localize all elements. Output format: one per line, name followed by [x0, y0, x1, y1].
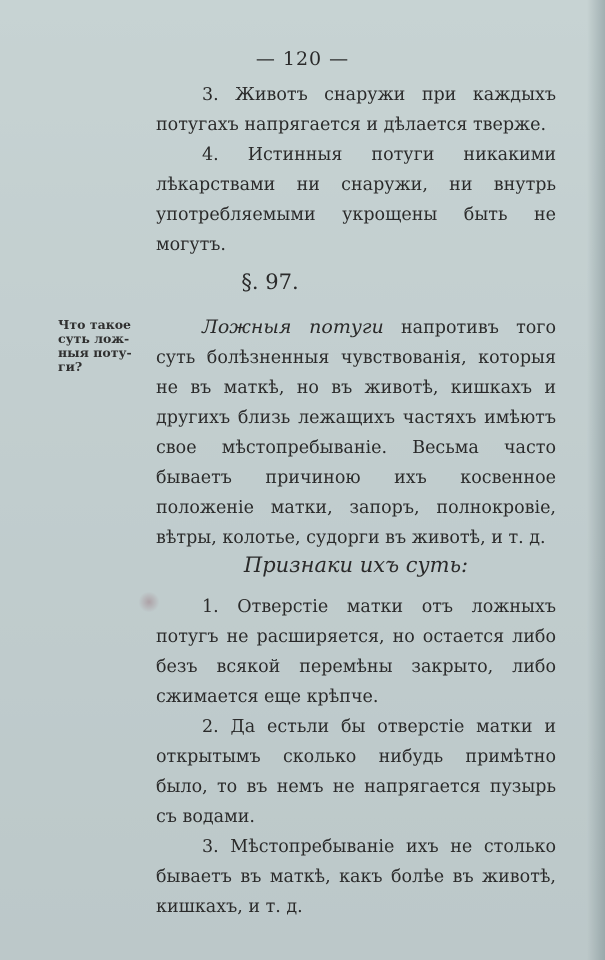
subheading-signs: Признаки ихъ суть:	[243, 553, 469, 577]
text-block-section-97	[156, 312, 556, 553]
margin-note-line: ныя поту-	[58, 345, 132, 360]
italic-lead-term: Ложныя потуги	[202, 316, 384, 338]
paragraph-body: напротивъ того суть болѣзненныя чувствованія, которыя не въ маткѣ, но въ животѣ, кишкахъ и другихъ близь лежащихъ частяхъ имѣютъ свое мѣстопребываніе. Весьма часто бываетъ причиною ихъ косвенное положеніе матки, запоръ, полнокровіе, вѣтры, колотье, судорги въ животѣ, и т. д.	[156, 318, 556, 548]
text-block-signs	[156, 592, 556, 922]
sign-item-2: 2. Да естьли бы отверстіе матки и открытымъ сколько нибудь примѣтно было, то въ немъ не напрягается пузырь съ водами.	[156, 717, 556, 827]
margin-note-line: Что такое	[58, 317, 132, 332]
margin-note	[58, 318, 154, 374]
paragraph-item-4: 4. Истинныя потуги никакими лѣкарствами ни снаружи, ни внутрь употребляемыми укрощены быть не могутъ.	[156, 145, 556, 255]
page-number: — 120 —	[255, 48, 350, 70]
page-edge-shadow	[587, 0, 605, 960]
section-number: §. 97.	[241, 270, 299, 294]
margin-note-line: суть лож-	[58, 331, 130, 346]
margin-note-line: ги?	[58, 359, 83, 374]
text-block-top	[156, 80, 556, 260]
sign-item-3: 3. Мѣстопребываніе ихъ не столько бываетъ въ маткѣ, какъ болѣе въ животѣ, кишкахъ, и т. д.	[156, 837, 556, 917]
sign-item-1: 1. Отверстіе матки отъ ложныхъ потугъ не расширяется, но остается либо безъ всякой перемѣны закрыто, либо сжимается еще крѣпче.	[156, 597, 556, 707]
paragraph-false-contractions	[156, 312, 556, 553]
paragraph-item-3: 3. Животъ снаружи при каждыхъ потугахъ напрягается и дѣлается тверже.	[156, 85, 556, 135]
